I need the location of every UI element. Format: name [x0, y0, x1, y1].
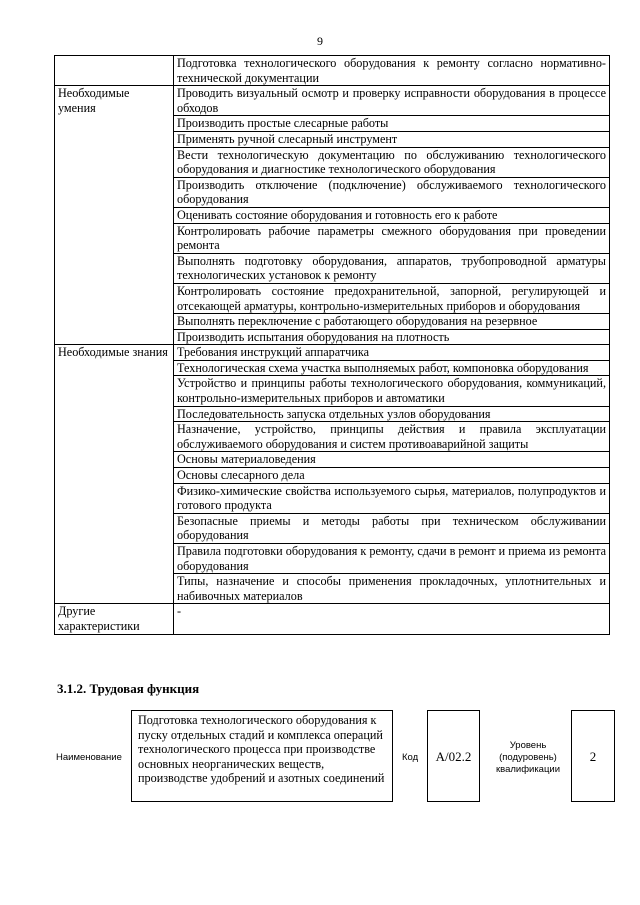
requirement-item: Физико-химические свойства используемого сырья, материалов, полупродуктов и готового продукта	[174, 483, 610, 513]
requirement-item: Безопасные приемы и методы работы при техническом обслуживании оборудования	[174, 513, 610, 543]
row-category-label: Необходимые умения	[55, 86, 174, 345]
requirement-item: Требования инструкций аппаратчика	[174, 345, 610, 361]
requirements-table-body	[55, 56, 610, 635]
requirement-item: Оценивать состояние оборудования и готовность его к работе	[174, 207, 610, 223]
table-row	[55, 604, 610, 634]
requirement-item: Последовательность запуска отдельных узлов оборудования	[174, 406, 610, 422]
requirement-item: Контролировать рабочие параметры смежного оборудования при проведении ремонта	[174, 223, 610, 253]
requirement-item: Технологическая схема участка выполняемых работ, компоновка оборудования	[174, 360, 610, 376]
table-row	[55, 345, 610, 361]
labor-function-code-label: Код	[402, 752, 419, 763]
labor-function-name-label: Наименование	[56, 752, 122, 763]
requirement-item: Основы материаловедения	[174, 452, 610, 468]
requirement-item: Выполнять переключение с работающего оборудования на резервное	[174, 314, 610, 330]
page-number: 9	[317, 34, 323, 48]
requirement-item: Вести технологическую документацию по обслуживанию технологического оборудования и диагностике технологического оборудования	[174, 147, 610, 177]
section-title: 3.1.2. Трудовая функция	[57, 681, 200, 696]
requirement-item: Типы, назначение и способы применения прокладочных, уплотнительных и набивочных материалов	[174, 574, 610, 604]
requirement-item: Контролировать состояние предохранительной, запорной, регулирующей и отсекающей арматуры, контрольно-измерительных приборов и оборудования	[174, 283, 610, 313]
qualification-level-value: 2	[571, 710, 615, 802]
requirement-item: Проводить визуальный осмотр и проверку исправности оборудования в процессе обходов	[174, 86, 610, 116]
requirement-item: Применять ручной слесарный инструмент	[174, 131, 610, 147]
requirement-item: Производить простые слесарные работы	[174, 116, 610, 132]
requirement-item: Выполнять подготовку оборудования, аппаратов, трубопроводной арматуры технологических установок к ремонту	[174, 253, 610, 283]
requirement-item: Назначение, устройство, принципы действия и правила эксплуатации обслуживаемого оборудования и систем противоаварийной защиты	[174, 422, 610, 452]
qualification-level-label: Уровень (подуровень) квалификации	[495, 740, 561, 775]
row-category-label: Необходимые знания	[55, 345, 174, 604]
table-row	[55, 86, 610, 116]
requirements-table	[54, 55, 610, 635]
row-category-label: Другие характеристики	[55, 604, 174, 634]
requirement-item: Правила подготовки оборудования к ремонту, сдачи в ремонт и приема из ремонта оборудования	[174, 544, 610, 574]
requirement-item: Производить отключение (подключение) обслуживаемого технологического оборудования	[174, 177, 610, 207]
requirement-item: -	[174, 604, 610, 634]
labor-function-code-value: А/02.2	[427, 710, 480, 802]
requirement-item: Устройство и принципы работы технологического оборудования, коммуникаций, контрольно-измерительных приборов и автоматики	[174, 376, 610, 406]
requirement-item: Основы слесарного дела	[174, 468, 610, 484]
requirement-item: Подготовка технологического оборудования к ремонту согласно нормативно-технической документации	[174, 56, 610, 86]
table-row	[55, 56, 610, 86]
requirement-item: Производить испытания оборудования на плотность	[174, 329, 610, 345]
row-category-label	[55, 56, 174, 86]
labor-function-name-value: Подготовка технологического оборудования к пуску отдельных стадий и комплекса операций технологического процесса при производстве основных неорганических веществ, производстве удобрений и азотных соединений	[131, 710, 393, 802]
